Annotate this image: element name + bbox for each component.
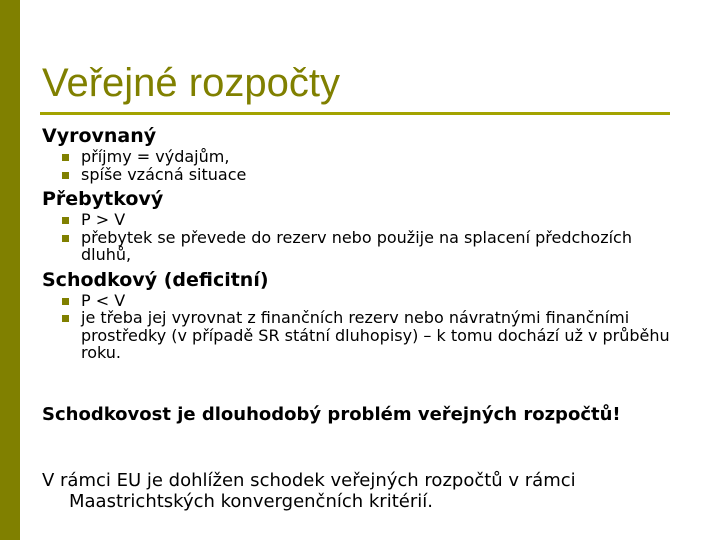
- list-item: [62, 166, 682, 184]
- list-item: [62, 229, 682, 264]
- bullet-list: [42, 211, 682, 264]
- section-balanced: [42, 124, 682, 183]
- eu-note: V rámci EU je dohlížen schodek veřejných rozpočtů v rámci Maastrichtských konvergenčních kritérií.: [42, 470, 576, 512]
- section-heading: Přebytkový: [42, 188, 164, 210]
- list-item: [62, 148, 682, 166]
- bullet-list: [42, 292, 682, 362]
- square-bullet-icon: [62, 315, 69, 322]
- title-divider: [40, 112, 670, 115]
- square-bullet-icon: [62, 172, 69, 179]
- section-heading: Vyrovnaný: [42, 125, 157, 147]
- bullet-list: [42, 148, 682, 183]
- list-item: [62, 309, 682, 362]
- bullet-text: P > V: [81, 210, 126, 229]
- section-surplus: [42, 187, 682, 264]
- bullet-text: spíše vzácná situace: [81, 164, 247, 184]
- deficit-warning: Schodkovost je dlouhodobý problém veřejných rozpočtů!: [42, 404, 621, 425]
- bullet-text: příjmy = výdajům,: [81, 147, 230, 166]
- bullet-text: přebytek se převede do rezerv nebo použije na splacení předchozích dluhů,: [81, 227, 632, 264]
- accent-sidebar: [0, 0, 20, 540]
- list-item: [62, 292, 682, 310]
- square-bullet-icon: [62, 235, 69, 242]
- list-item: [62, 211, 682, 229]
- section-deficit: [42, 268, 682, 362]
- section-heading: Schodkový (deficitní): [42, 268, 269, 291]
- square-bullet-icon: [62, 298, 69, 305]
- square-bullet-icon: [62, 217, 69, 224]
- square-bullet-icon: [62, 154, 69, 161]
- slide-content: [42, 124, 682, 366]
- bullet-text: je třeba jej vyrovnat z finančních rezerv nebo návratnými finančními prostředky (v případě SR státní dluhopisy) – k tomu dochází už v průběhu roku.: [81, 308, 670, 362]
- bullet-text: P < V: [81, 290, 126, 310]
- slide-title: Veřejné rozpočty: [42, 61, 340, 105]
